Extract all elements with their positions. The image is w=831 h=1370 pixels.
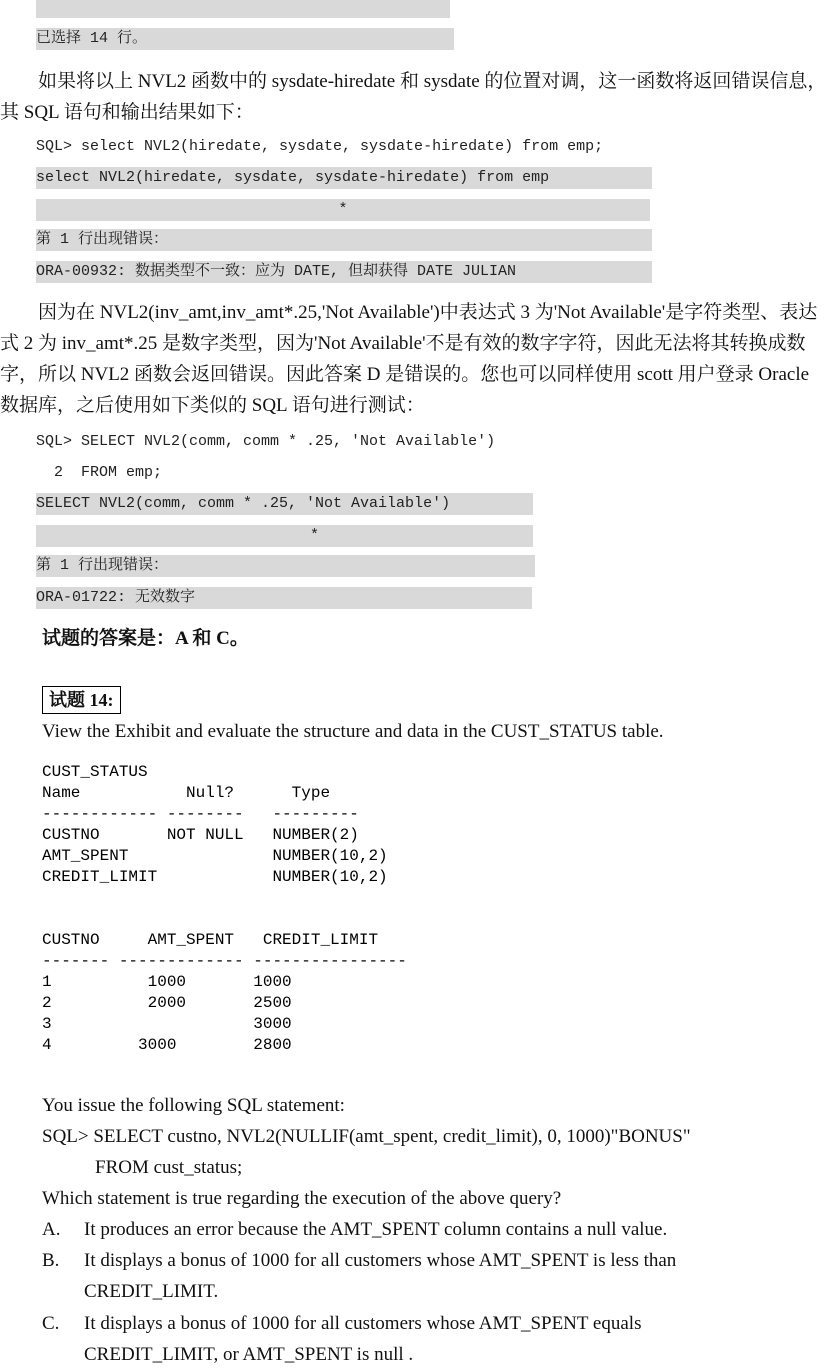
- question-ask: Which statement is true regarding the execution of the above query?: [42, 1188, 562, 1209]
- option-a-letter: A.: [42, 1219, 61, 1240]
- code2-error-line: 第 1 行出现错误：: [36, 555, 535, 577]
- paragraph-nvl2-explanation: 因为在 NVL2(inv_amt,inv_amt*.25,'Not Available')中表达式 3 为'Not Available'是字符类型、表达式 2 为 inv_amt*.25 是数字类型，因为'Not Available'不是有效的数字字符，因此无法将其转换成数字，所以 NVL2 函数会返回错误。因此答案 D 是错误的。您也可以同样使用 scott 用户登录 Oracle 数据库，之后使用如下类似的 SQL 语句进行测试：: [0, 302, 818, 416]
- code2-line2: 2 FROM emp;: [36, 464, 163, 481]
- code2-echo-line: SELECT NVL2(comm, comm * .25, 'Not Available'): [36, 493, 533, 515]
- exhibit-data-row: 3 3000: [42, 1015, 292, 1033]
- exhibit-data-row: 1 1000 1000: [42, 973, 292, 991]
- code-error-marker: *: [36, 199, 650, 221]
- exhibit-data-header: CUSTNO AMT_SPENT CREDIT_LIMIT: [42, 931, 379, 949]
- answer-line: 试题的答案是：A 和 C。: [42, 628, 249, 649]
- code-echo-line: select NVL2(hiredate, sysdate, sysdate-hiredate) from emp: [36, 167, 652, 189]
- paragraph-nvl2-swap: 如果将以上 NVL2 函数中的 sysdate-hiredate 和 sysdate 的位置对调，这一函数将返回错误信息，其 SQL 语句和输出结果如下：: [0, 71, 827, 123]
- exhibit-desc-row: CUSTNO NOT NULL NUMBER(2): [42, 826, 359, 844]
- shaded-code-bar: [36, 0, 450, 18]
- exhibit-data-rule: ------- ------------- ----------------: [42, 952, 407, 970]
- option-b-text: It displays a bonus of 1000 for all customers whose AMT_SPENT is less than: [84, 1250, 677, 1271]
- exhibit-desc-header: Name Null? Type: [42, 784, 331, 802]
- exhibit-data-row: 2 2000 2500: [42, 994, 292, 1012]
- exhibit-desc-row: AMT_SPENT NUMBER(10,2): [42, 847, 388, 865]
- code-ora-line: ORA-00932: 数据类型不一致：应为 DATE, 但却获得 DATE JULIAN: [36, 261, 652, 283]
- option-c-text-cont: CREDIT_LIMIT, or AMT_SPENT is null .: [84, 1344, 414, 1365]
- sql-line-1: SQL> SELECT custno, NVL2(NULLIF(amt_spent, credit_limit), 0, 1000)"BONUS": [42, 1126, 691, 1147]
- option-c-letter: C.: [42, 1313, 60, 1334]
- exhibit-desc-rule: ------------ -------- ---------: [42, 805, 359, 823]
- exhibit-table-name: CUST_STATUS: [42, 763, 148, 781]
- issue-line: You issue the following SQL statement:: [42, 1095, 345, 1116]
- question-intro: View the Exhibit and evaluate the structure and data in the CUST_STATUS table.: [42, 721, 664, 742]
- selected-rows-line: 已选择 14 行。: [36, 28, 454, 50]
- option-c-text: It displays a bonus of 1000 for all customers whose AMT_SPENT equals: [84, 1313, 642, 1334]
- option-b-letter: B.: [42, 1250, 60, 1271]
- code-error-line: 第 1 行出现错误：: [36, 229, 652, 251]
- exhibit-desc-row: CREDIT_LIMIT NUMBER(10,2): [42, 868, 388, 886]
- code2-prompt-line: SQL> SELECT NVL2(comm, comm * .25, 'Not Available'): [36, 433, 496, 450]
- question-label: 试题 14:: [42, 686, 121, 714]
- option-b-text-cont: CREDIT_LIMIT.: [84, 1281, 219, 1302]
- code2-error-marker: *: [36, 525, 533, 547]
- sql-line-2: FROM cust_status;: [95, 1157, 243, 1178]
- exhibit-data-row: 4 3000 2800: [42, 1036, 292, 1054]
- option-a-text: It produces an error because the AMT_SPENT column contains a null value.: [84, 1219, 668, 1240]
- code-prompt-line: SQL> select NVL2(hiredate, sysdate, sysdate-hiredate) from emp;: [36, 138, 604, 155]
- code2-ora-line: ORA-01722: 无效数字: [36, 587, 532, 609]
